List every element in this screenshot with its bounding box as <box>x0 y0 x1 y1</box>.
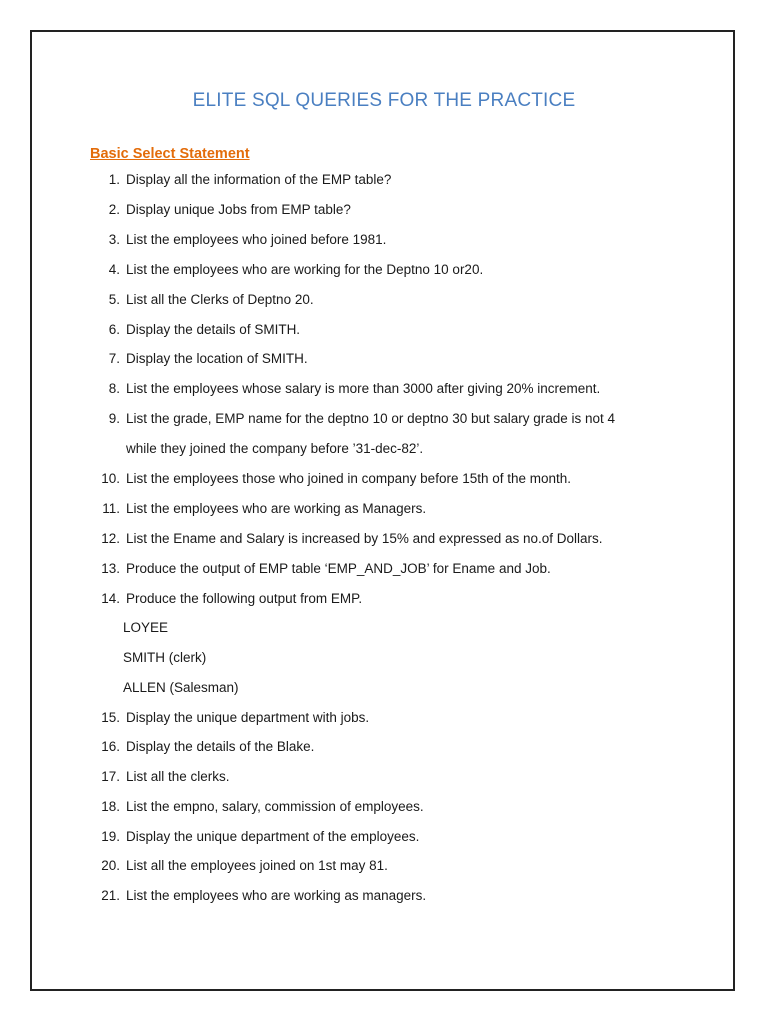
question-text: List the employees who are working as managers. <box>126 888 427 903</box>
question-number: 5. <box>108 292 120 307</box>
question-text: Display the details of the Blake. <box>126 739 315 754</box>
question-text: Display the details of SMITH. <box>126 322 301 337</box>
question-text: Display all the information of the EMP table? <box>126 172 392 187</box>
question-text: Display the unique department with jobs. <box>126 710 370 725</box>
question-number: 1. <box>108 172 120 187</box>
question-number: 7. <box>108 351 120 366</box>
question-number: 8. <box>108 381 120 396</box>
question-text: Produce the following output from EMP. <box>126 591 363 606</box>
output-line: SMITH (clerk) <box>123 650 207 665</box>
question-number: 6. <box>108 322 120 337</box>
output-line: LOYEE <box>123 620 169 635</box>
question-number: 14. <box>101 591 120 606</box>
question-text: List all the Clerks of Deptno 20. <box>126 292 314 307</box>
question-text: List the employees who are working for the Deptno 10 or20. <box>126 262 484 277</box>
question-number: 12. <box>101 531 120 546</box>
question-continuation: while they joined the company before ’31-dec-82’. <box>126 441 424 456</box>
question-number: 2. <box>108 202 120 217</box>
question-number: 16. <box>101 739 120 754</box>
section-heading: Basic Select Statement <box>90 146 250 162</box>
question-text: Display the unique department of the employees. <box>126 829 420 844</box>
question-number: 9. <box>108 411 120 426</box>
question-text: List the employees whose salary is more than 3000 after giving 20% increment. <box>126 381 601 396</box>
question-number: 18. <box>101 799 120 814</box>
question-text: List the grade, EMP name for the deptno 10 or deptno 30 but salary grade is not 4 <box>126 411 616 426</box>
question-number: 3. <box>108 232 120 247</box>
question-text: List all the clerks. <box>126 769 230 784</box>
question-number: 17. <box>101 769 120 784</box>
question-number: 20. <box>101 858 120 873</box>
question-text: Display the location of SMITH. <box>126 351 308 366</box>
question-text: List the employees who joined before 1981. <box>126 232 387 247</box>
question-text: List the employees who are working as Managers. <box>126 501 427 516</box>
document-title: ELITE SQL QUERIES FOR THE PRACTICE <box>192 90 576 111</box>
question-text: List all the employees joined on 1st may 81. <box>126 858 388 873</box>
output-line: ALLEN (Salesman) <box>123 680 239 695</box>
question-text: List the empno, salary, commission of employees. <box>126 799 424 814</box>
question-text: Produce the output of EMP table ‘EMP_AND_JOB’ for Ename and Job. <box>126 561 551 576</box>
question-number: 11. <box>102 501 120 516</box>
question-number: 19. <box>101 829 120 844</box>
question-number: 13. <box>101 561 120 576</box>
question-text: Display unique Jobs from EMP table? <box>126 202 351 217</box>
question-text: List the employees those who joined in company before 15th of the month. <box>126 471 572 486</box>
question-number: 21. <box>101 888 120 903</box>
question-number: 4. <box>108 262 120 277</box>
question-number: 10. <box>101 471 120 486</box>
question-text: List the Ename and Salary is increased by 15% and expressed as no.of Dollars. <box>126 531 603 546</box>
question-number: 15. <box>101 710 120 725</box>
